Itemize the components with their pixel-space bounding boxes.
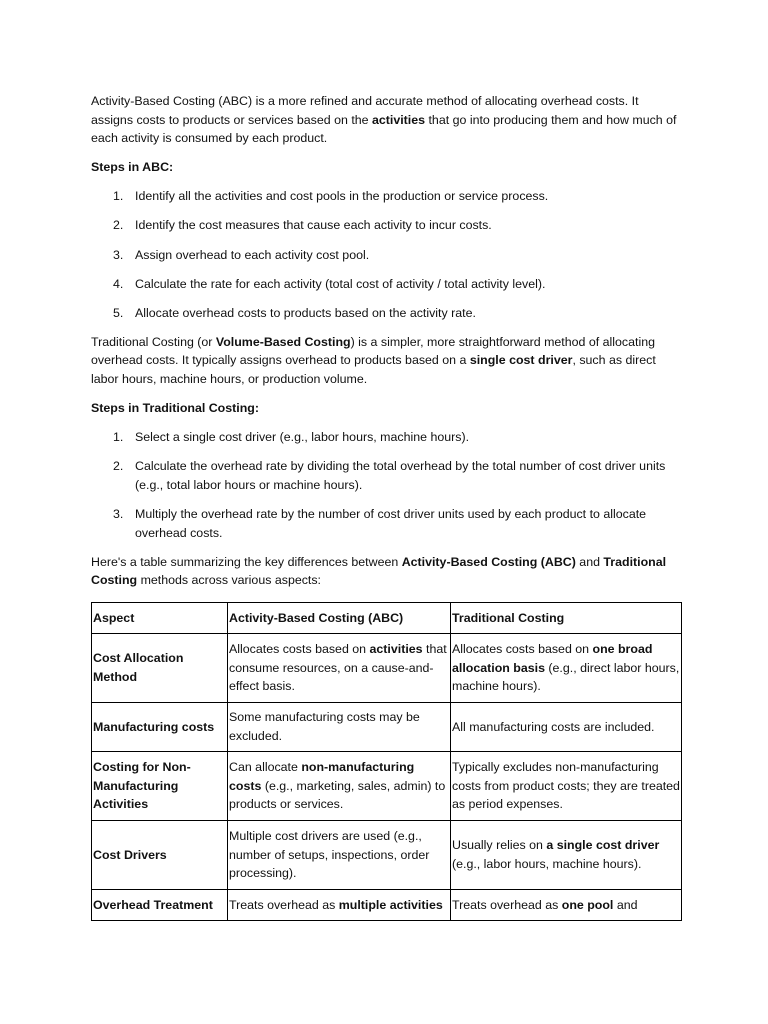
abc-cell: Multiple cost drivers are used (e.g., number of setups, inspections, order processing). bbox=[228, 820, 451, 889]
comparison-table bbox=[91, 602, 682, 921]
steps-abc-list bbox=[91, 187, 683, 322]
traditional-cell: All manufacturing costs are included. bbox=[451, 702, 682, 751]
steps-abc-heading: Steps in ABC: bbox=[91, 159, 174, 174]
traditional-cell: Usually relies on a single cost driver (e.g., labor hours, machine hours). bbox=[451, 820, 682, 889]
steps-traditional-list bbox=[91, 428, 683, 542]
header-abc: Activity-Based Costing (ABC) bbox=[228, 602, 451, 633]
abc-intro-paragraph: Activity-Based Costing (ABC) is a more refined and accurate method of allocating overhead costs. It assigns costs to products or services based on the activities that go into producing them and how much of each activity is consumed by each product. bbox=[91, 94, 677, 146]
table-row bbox=[92, 820, 682, 889]
list-item: 5. Allocate overhead costs to products based on the activity rate. bbox=[113, 305, 476, 320]
traditional-cell: Typically excludes non-manufacturing costs from product costs; they are treated as period expenses. bbox=[451, 751, 682, 820]
header-traditional: Traditional Costing bbox=[451, 602, 682, 633]
aspect-cell: Costing for Non-Manufacturing Activities bbox=[92, 751, 228, 820]
bold-activities: activities bbox=[372, 112, 426, 127]
list-item: 2. Calculate the overhead rate by dividing the total overhead by the total number of cost driver units (e.g., total labor hours or machine hours). bbox=[113, 459, 666, 492]
aspect-cell: Manufacturing costs bbox=[92, 702, 228, 751]
list-item: 4. Calculate the rate for each activity (total cost of activity / total activity level). bbox=[113, 276, 546, 291]
list-item: 1. Identify all the activities and cost pools in the production or service process. bbox=[113, 189, 549, 204]
header-aspect: Aspect bbox=[92, 602, 228, 633]
abc-cell: Some manufacturing costs may be excluded. bbox=[228, 702, 451, 751]
traditional-intro-paragraph: Traditional Costing (or Volume-Based Costing) is a simpler, more straightforward method of allocating overhead costs. It typically assigns overhead to products based on a single cost driver, such as direct labor hours, machine hours, or production volume. bbox=[91, 334, 656, 387]
abc-cell: Allocates costs based on activities that consume resources, on a cause-and-effect basis. bbox=[228, 633, 451, 702]
traditional-cell: Treats overhead as one pool and bbox=[451, 889, 682, 920]
steps-traditional-heading: Steps in Traditional Costing: bbox=[91, 400, 259, 415]
table-row bbox=[92, 633, 682, 702]
traditional-cell: Allocates costs based on one broad allocation basis (e.g., direct labor hours, machine hours). bbox=[451, 633, 682, 702]
list-item: 3. Multiply the overhead rate by the number of cost driver units used by each product to allocate overhead costs. bbox=[113, 507, 647, 540]
aspect-cell: Cost Drivers bbox=[92, 820, 228, 889]
table-row bbox=[92, 889, 682, 920]
abc-cell: Can allocate non-manufacturing costs (e.g., marketing, sales, admin) to products or services. bbox=[228, 751, 451, 820]
document-page bbox=[91, 92, 683, 921]
aspect-cell: Overhead Treatment bbox=[92, 889, 228, 920]
abc-cell: Treats overhead as multiple activities bbox=[228, 889, 451, 920]
table-header-row bbox=[92, 602, 682, 633]
table-row bbox=[92, 751, 682, 820]
list-item: 1. Select a single cost driver (e.g., labor hours, machine hours). bbox=[113, 430, 470, 445]
list-item: 2. Identify the cost measures that cause each activity to incur costs. bbox=[113, 218, 492, 233]
list-item: 3. Assign overhead to each activity cost pool. bbox=[113, 247, 370, 262]
aspect-cell: Cost Allocation Method bbox=[92, 633, 228, 702]
table-row bbox=[92, 702, 682, 751]
table-intro-paragraph: Here's a table summarizing the key differences between Activity-Based Costing (ABC) and Traditional Costing methods across various aspects: bbox=[91, 554, 667, 588]
